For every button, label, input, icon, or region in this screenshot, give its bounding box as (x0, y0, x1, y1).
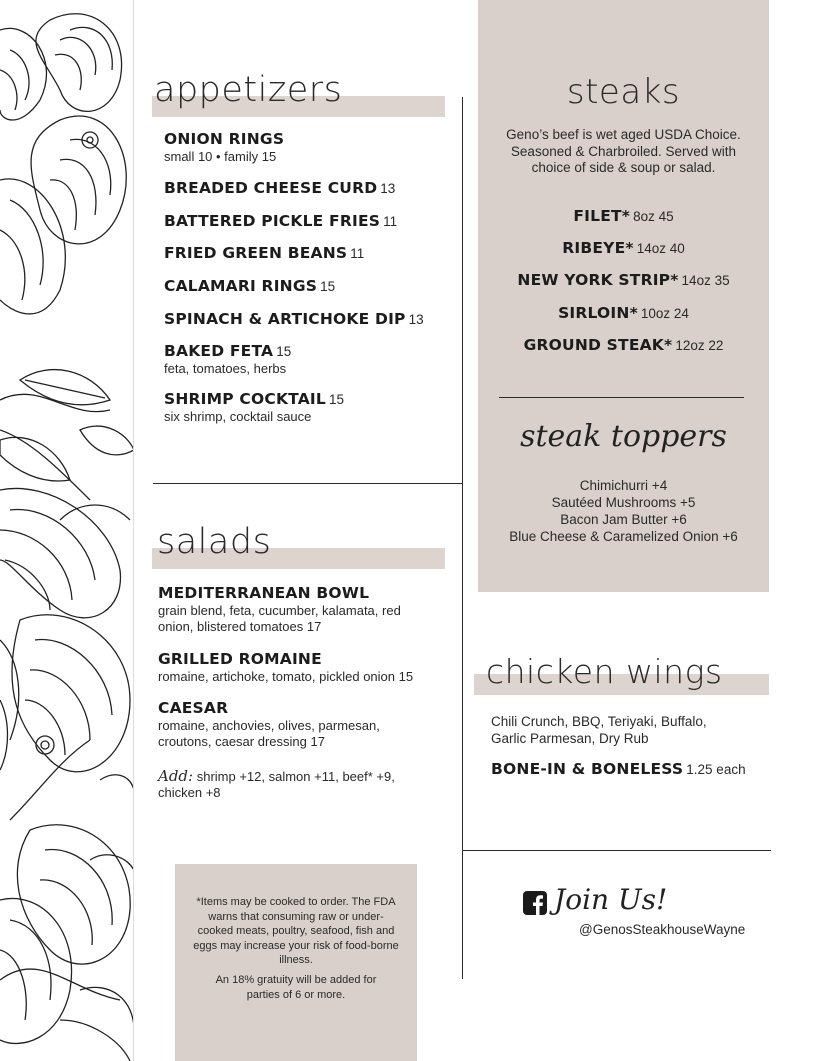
list-item (164, 342, 291, 377)
section-divider (463, 850, 771, 851)
wings-title: chicken wings (486, 652, 723, 691)
item-price: 11 (350, 246, 365, 261)
list-item: Chimichurri +4 (579, 478, 668, 493)
list-item (164, 179, 395, 198)
item-desc: feta, tomatoes, herbs (164, 361, 287, 376)
toppers-divider (499, 397, 744, 398)
steaks-title: steaks (566, 72, 681, 112)
floral-edge (133, 0, 134, 1061)
item-desc: romaine, anchovies, olives, parmesan, croutons, caesar dressing 17 (158, 718, 380, 749)
join-us-heading: Join Us! (554, 883, 668, 916)
item-name: MEDITERRANEAN BOWL (158, 584, 370, 602)
item-name: RIBEYE* (562, 239, 634, 257)
list-item (478, 304, 769, 323)
toppers-list (478, 477, 769, 545)
item-name: GRILLED ROMAINE (158, 650, 322, 668)
item-desc: grain blend, feta, cucumber, kalamata, red onion, blistered tomatoes 17 (158, 603, 401, 634)
gratuity-note: An 18% gratuity will be added for parties of 6 or more. (215, 974, 377, 1001)
toppers-title: steak toppers (520, 419, 727, 454)
list-item (158, 650, 443, 685)
item-price: 8oz 45 (633, 209, 674, 224)
item-name: BAKED FETA (164, 342, 274, 360)
list-item (164, 244, 364, 263)
list-item (478, 239, 769, 258)
item-name: BREADED CHEESE CURD (164, 179, 378, 197)
item-name: ONION RINGS (164, 130, 285, 148)
item-name: BONE-IN & BONELESS (491, 760, 684, 778)
list-item (164, 212, 397, 231)
item-price: 11 (383, 214, 398, 229)
section-divider (153, 483, 463, 484)
item-price: 15 (276, 344, 292, 359)
item-name: SHRIMP COCKTAIL (164, 390, 326, 408)
steaks-intro: Geno’s beef is wet aged USDA Choice. Seasoned & Charbroiled. Served with choice of side & soup or salad. (506, 127, 741, 175)
item-desc: romaine, artichoke, tomato, pickled onion 15 (158, 669, 414, 684)
list-item: Blue Cheese & Caramelized Onion +6 (509, 529, 738, 544)
item-name: FILET* (573, 207, 631, 225)
item-name: SIRLOIN* (558, 304, 638, 322)
list-item: Sautéed Mushrooms +5 (551, 495, 696, 510)
list-item (491, 760, 771, 779)
salads-title: salads (157, 522, 272, 562)
list-item (158, 699, 418, 750)
list-item (164, 130, 284, 165)
item-price: 15 (328, 392, 344, 407)
item-price: 12oz 22 (675, 338, 724, 353)
item-name: FRIED GREEN BEANS (164, 244, 348, 262)
item-price: 13 (408, 312, 424, 327)
item-name: GROUND STEAK* (523, 336, 673, 354)
item-price: 14oz 35 (681, 273, 730, 288)
list-item (164, 390, 344, 425)
column-divider (462, 97, 463, 979)
item-name: CALAMARI RINGS (164, 277, 318, 295)
list-item (164, 310, 424, 329)
social-handle[interactable]: @GenosSteakhouseWayne (579, 922, 746, 937)
item-desc: six shrimp, cocktail sauce (164, 409, 312, 424)
floral-border-illustration (0, 0, 134, 1061)
add-text: shrimp +12, salmon +11, beef* +9, chicken +8 (158, 769, 395, 800)
list-item (478, 207, 769, 226)
list-item (164, 277, 335, 296)
facebook-icon[interactable] (523, 891, 547, 915)
item-price: 15 (320, 279, 336, 294)
salad-addons (158, 768, 438, 801)
wings-flavors: Chili Crunch, BBQ, Teriyaki, Buffalo, Garlic Parmesan, Dry Rub (491, 714, 707, 746)
item-price: 1.25 each (686, 762, 746, 777)
item-price: 10oz 24 (640, 306, 689, 321)
item-name: BATTERED PICKLE FRIES (164, 212, 381, 230)
list-item: Bacon Jam Butter +6 (560, 512, 687, 527)
item-desc: small 10 • family 15 (164, 149, 277, 164)
list-item (478, 336, 769, 355)
list-item (158, 584, 438, 635)
item-price: 14oz 40 (636, 241, 685, 256)
item-name: CAESAR (158, 699, 229, 717)
item-name: NEW YORK STRIP* (517, 271, 679, 289)
add-label: Add: (158, 767, 194, 785)
item-name: SPINACH & ARTICHOKE DIP (164, 310, 406, 328)
item-price: 13 (380, 181, 396, 196)
fda-warning: *Items may be cooked to order. The FDA warns that consuming raw or under-cooked meats, poultry, seafood, fish and eggs may increase your risk of food-borne illness. (193, 896, 399, 966)
appetizers-title: appetizers (154, 70, 343, 110)
list-item (478, 271, 769, 290)
